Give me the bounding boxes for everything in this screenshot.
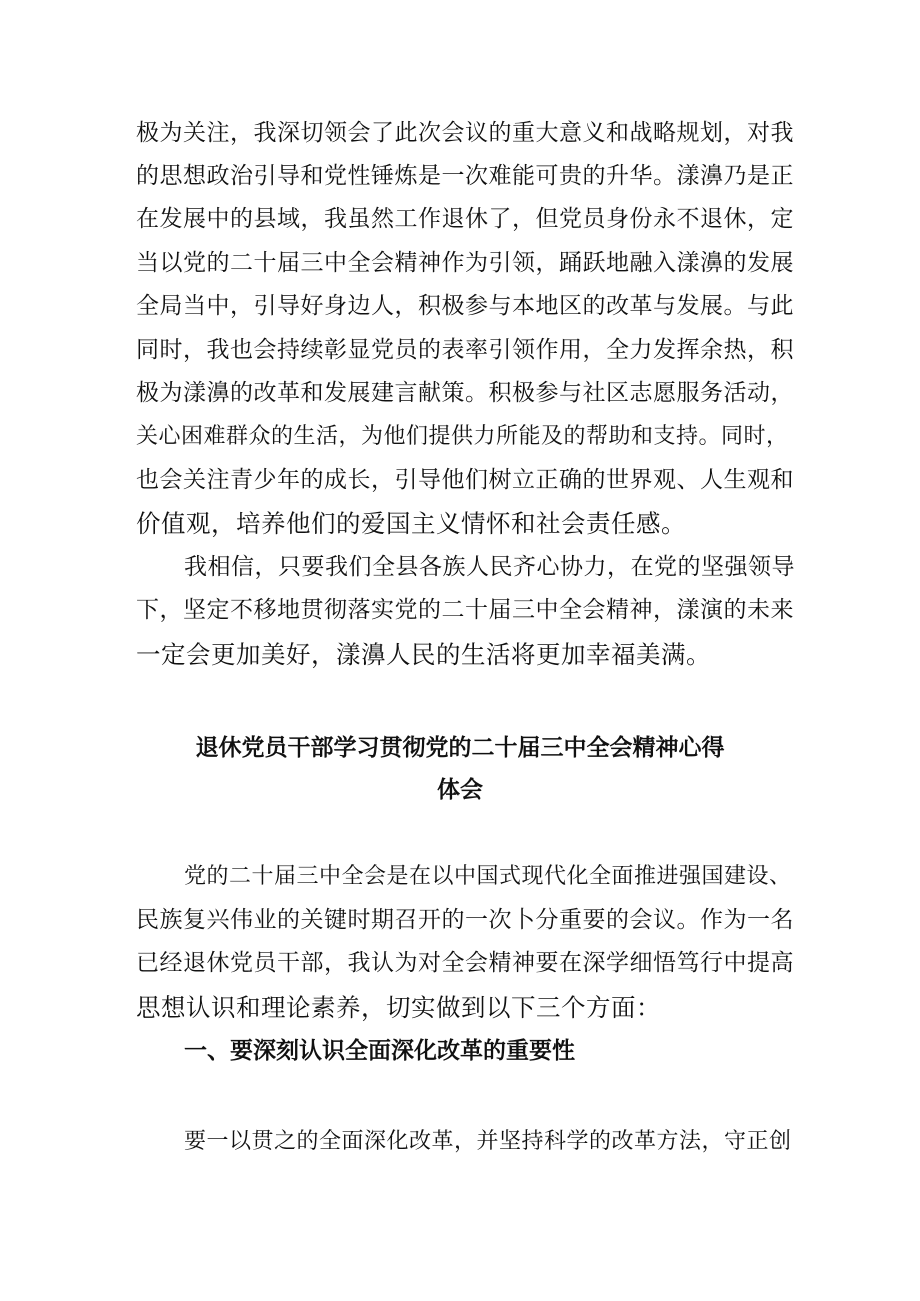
text-line: 全局当中，引导好身边人，积极参与本地区的改革与发展。与此 [136, 293, 794, 319]
text-line: 同时，我也会持续彰显党员的表率引领作用，全力发挥余热，积 [136, 337, 794, 363]
text-line: 民族复兴伟业的关键时期召开的一次卜分重要的会议。作为一名 [136, 907, 794, 933]
text-line: 要一以贯之的全面深化改革，并坚持科学的改革方法，守正创 [184, 1129, 792, 1154]
section-heading: 一、要深刻认识全面深化改革的重要性 [184, 1038, 575, 1064]
text-line: 关心困难群众的生活，为他们提供力所能及的帮助和支持。同时， [136, 424, 789, 449]
text-line: 已经退休党员干部，我认为对全会精神要在深学细悟笃行中提高 [136, 950, 794, 976]
text-line: 我相信，只要我们全县各族人民齐心协力，在党的坚强领导 [184, 554, 795, 580]
text-line: 思想认识和理论素养，切实做到以下三个方面： [136, 993, 661, 1022]
text-line: 在发展中的县域，我虽然工作退休了，但党员身份永不退休，定 [136, 206, 794, 232]
text-line: 也会关注青少年的成长，引导他们树立正确的世界观、人生观和 [136, 467, 794, 493]
title-line: 退休党员干部学习贯彻党的二十届三中全会精神心得 [195, 735, 725, 761]
text-line: 下，坚定不移地贯彻落实党的二十届三中全会精神，漾演的未来 [136, 597, 794, 623]
text-line: 价值观，培养他们的爱国主义情怀和社会责任感。 [136, 509, 686, 538]
title-line: 体会 [437, 777, 483, 803]
text-line: 党的二十届三中全会是在以中国式现代化全面推进强国建设、 [184, 864, 792, 889]
text-line: 当以党的二十届三中全会精神作为引领，踊跃地融入漾濞的发展 [136, 250, 794, 276]
text-line: 极为关注，我深切领会了此次会议的重大意义和战略规划，对我 [136, 120, 794, 146]
text-line: 的思想政治引导和党性锤炼是一次难能可贵的升华。漾濞乃是正 [136, 163, 794, 189]
text-line: 极为漾濞的改革和发展建言献策。积极参与社区志愿服务活动， [136, 380, 794, 406]
text-line: 一定会更加美好，漾濞人民的生活将更加幸福美满。 [136, 640, 711, 669]
